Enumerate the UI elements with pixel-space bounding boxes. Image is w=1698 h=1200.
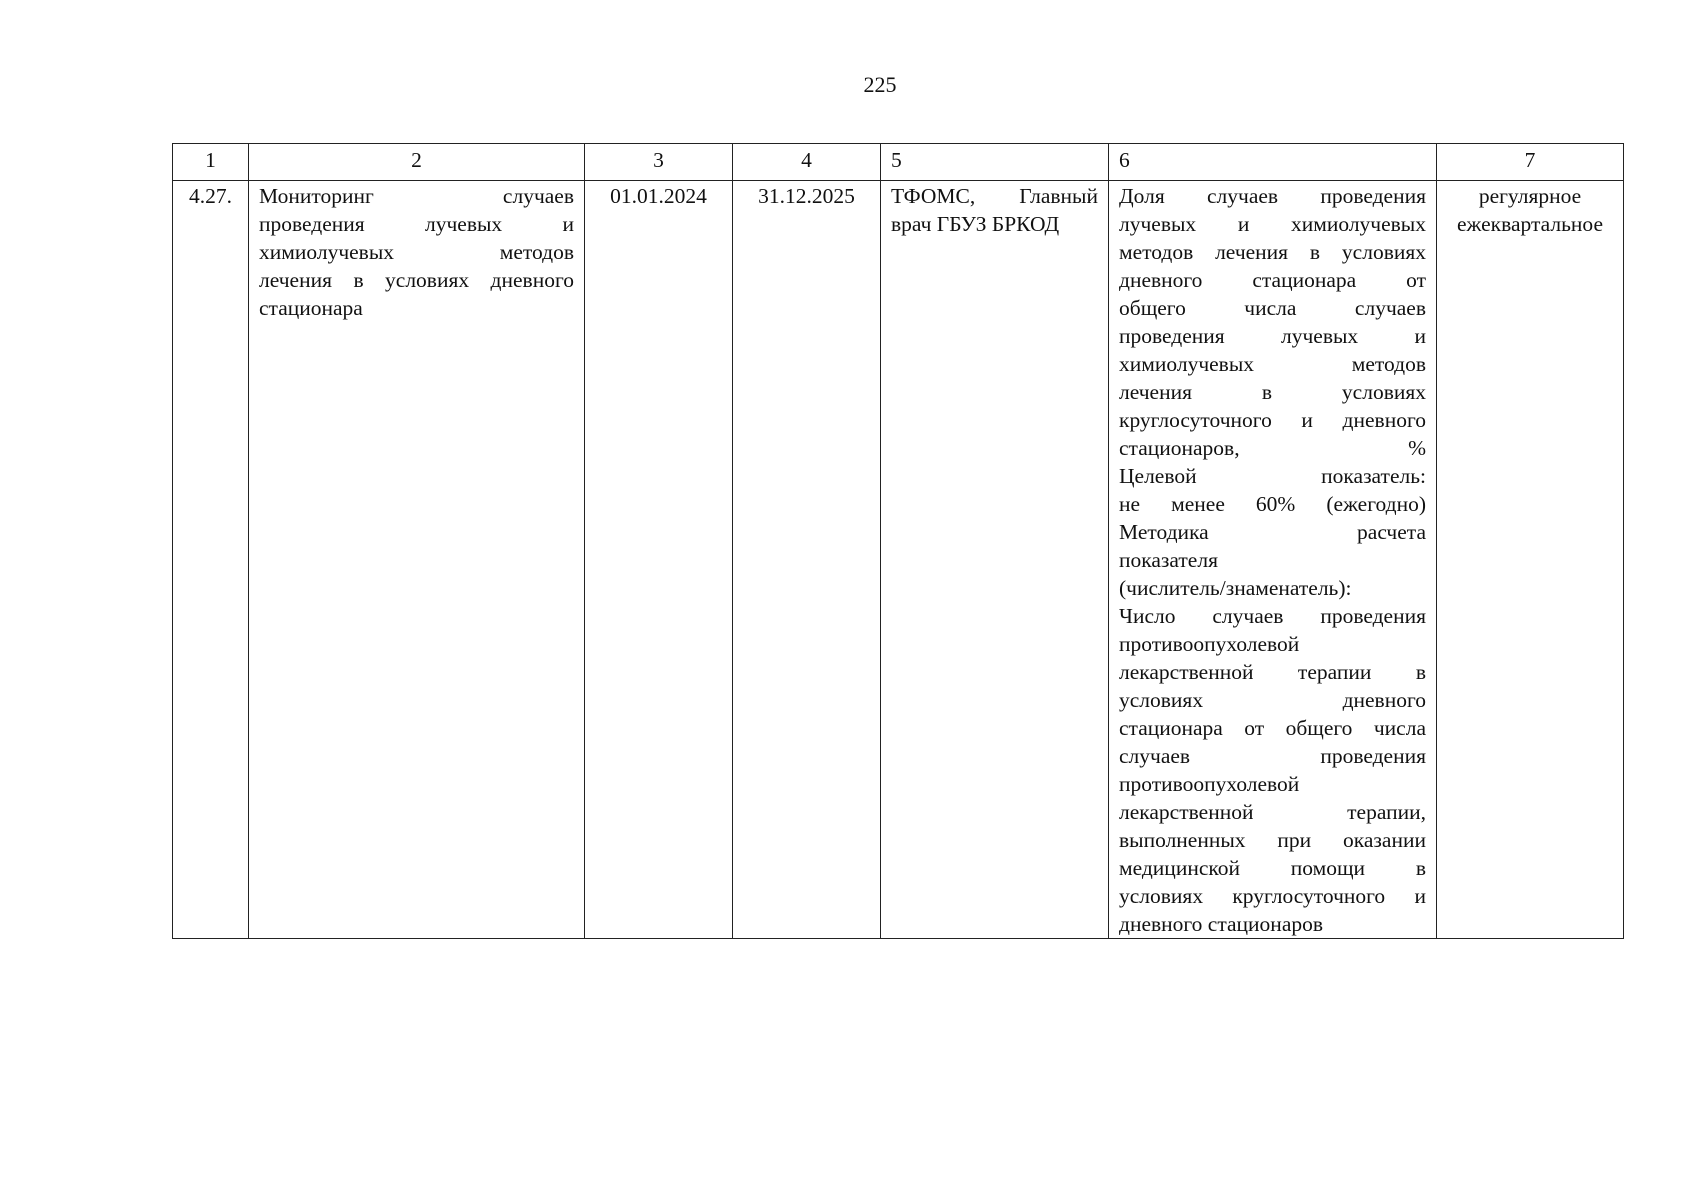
row-number: 4.27. (173, 181, 249, 939)
indicator-line: (числитель/знаменатель): (1119, 576, 1352, 600)
end-date: 31.12.2025 (733, 181, 881, 939)
indicator-line: дневного стационаров (1119, 912, 1324, 936)
monitoring-table (172, 143, 1624, 939)
header-col-1: 1 (173, 144, 249, 181)
header-row (173, 144, 1624, 181)
indicator-line: Методика расчета (1119, 520, 1426, 544)
header-col-4: 4 (733, 144, 881, 181)
indicator-line: лучевых и химиолучевых (1119, 212, 1426, 236)
header-col-3: 3 (585, 144, 733, 181)
indicator-line: лечения в условиях (1119, 380, 1426, 404)
header-col-7: 7 (1437, 144, 1624, 181)
indicator-line: не менее 60% (ежегодно) (1119, 492, 1426, 516)
indicator-line: химиолучевых методов (1119, 352, 1426, 376)
indicator-line: методов лечения в условиях (1119, 240, 1426, 264)
indicator-line: Доля случаев проведения (1119, 184, 1426, 208)
indicator-line: выполненных при оказании (1119, 828, 1426, 852)
indicator-line: медицинской помощи в (1119, 856, 1426, 880)
indicator-line: проведения лучевых и (1119, 324, 1426, 348)
header-col-2: 2 (249, 144, 585, 181)
responsible-cell (881, 181, 1109, 939)
indicator-line: стационара от общего числа (1119, 716, 1426, 740)
indicator-line: условиях круглосуточного и (1119, 884, 1426, 908)
page-number: 225 (863, 72, 897, 97)
indicator-line: Целевой показатель: (1119, 464, 1426, 488)
activity-cell (249, 181, 585, 939)
periodicity-cell (1437, 181, 1624, 939)
indicator-line: Число случаев проведения (1119, 604, 1426, 628)
indicator-line: лекарственной терапии в (1119, 660, 1426, 684)
indicator-line: стационаров, % (1119, 436, 1426, 460)
start-date: 01.01.2024 (585, 181, 733, 939)
header-col-6: 6 (1109, 144, 1437, 181)
responsible-line: ТФОМС, Главный (891, 184, 1098, 208)
indicator-cell (1109, 181, 1437, 939)
indicator-line: дневного стационара от (1119, 268, 1426, 292)
activity-line: химиолучевых методов (259, 240, 574, 264)
activity-line: лечения в условиях дневного (259, 268, 574, 292)
indicator-line: противоопухолевой (1119, 772, 1300, 796)
activity-line: проведения лучевых и (259, 212, 574, 236)
periodicity-line: ежеквартальное (1457, 212, 1603, 236)
periodicity-line: регулярное (1478, 184, 1582, 208)
indicator-line: общего числа случаев (1119, 296, 1426, 320)
activity-line: стационара (259, 296, 363, 320)
indicator-line: круглосуточного и дневного (1119, 408, 1426, 432)
table-row (173, 181, 1624, 939)
indicator-line: условиях дневного (1119, 688, 1426, 712)
header-col-5: 5 (881, 144, 1109, 181)
indicator-line: противоопухолевой (1119, 632, 1300, 656)
indicator-line: случаев проведения (1119, 744, 1426, 768)
indicator-line: лекарственной терапии, (1119, 800, 1426, 824)
activity-line: Мониторинг случаев (259, 184, 574, 208)
indicator-line: показателя (1119, 548, 1218, 572)
responsible-line: врач ГБУЗ БРКОД (891, 212, 1060, 236)
